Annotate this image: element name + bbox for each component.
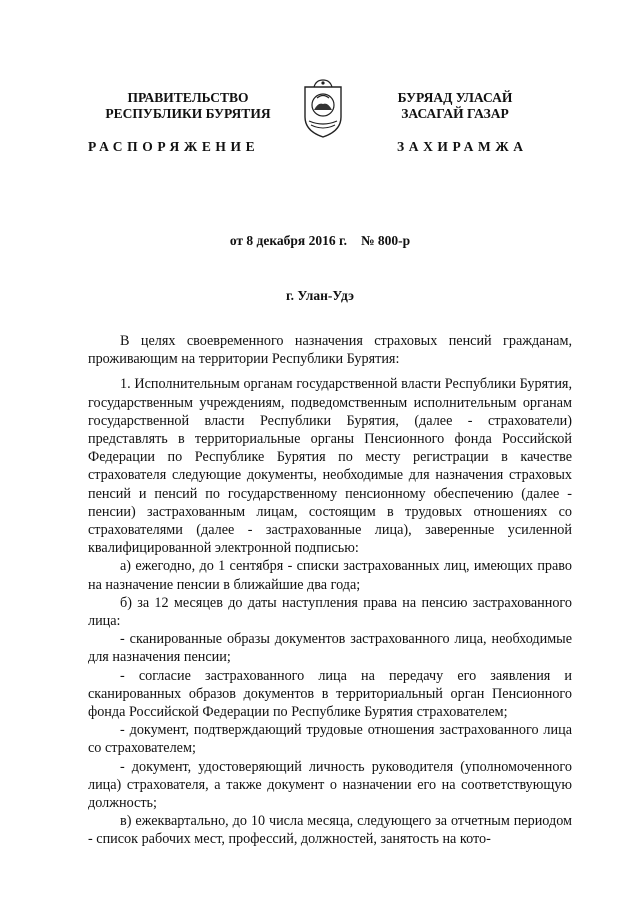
header-right-line1: БУРЯАД УЛАСАЙ [397, 90, 513, 105]
header-right-org [370, 90, 540, 122]
doc-type-right: ЗАХИРАМЖА [397, 139, 528, 154]
paragraph: 1. Исполнительным органам государственной власти Республики Бурятия, государственным учреждениям, подведомственным исполнительным органам государственной власти Республики Бурятия, (далее - страхователи) представлять в территориальные органы Пенсионного фонда Российской Федерации по Республике Бурятия по месту регистрации в качестве страхователя следующие документы, необходимые для назначения страховых пенсий и пенсий по государственному пенсионному обеспечению (далее - пенсии) застрахованным лицам, состоящим в трудовых отношениях со страхователями (далее - застрахованные лица), заверенные усиленной квалифицированной электронной подписью: [88, 376, 572, 557]
header-left-line1: ПРАВИТЕЛЬСТВО [127, 90, 249, 105]
paragraph: - документ, удостоверяющий личность руководителя (уполномоченного лица) страхователя, а также документ о назначении его на соответствующую должность; [88, 758, 572, 812]
header-left-line2: РЕСПУБЛИКИ БУРЯТИЯ [105, 106, 271, 121]
header-left-org [88, 90, 288, 122]
preamble-paragraph: В целях своевременного назначения страховых пенсий гражданам, проживающим на территории Республики Бурятия: [88, 333, 572, 368]
paragraph: б) за 12 месяцев до даты наступления права на пенсию застрахованного лица: [88, 594, 572, 630]
doc-type-left: РАСПОРЯЖЕНИЕ [88, 139, 260, 154]
paragraph: в) ежеквартально, до 10 числа месяца, следующего за отчетным периодом - список рабочих мест, профессий, должностей, занятость на кото- [88, 813, 572, 848]
document-body [88, 332, 572, 849]
document-number: № 800-р [360, 233, 411, 248]
paragraph: а) ежегодно, до 1 сентября - списки застрахованных лиц, имеющих право на назначение пенсии в ближайшие два года; [88, 558, 572, 593]
document-city: г. Улан-Удэ [286, 288, 354, 303]
paragraph: - сканированные образы документов застрахованного лица, необходимые для назначения пенсии; [88, 631, 572, 666]
paragraph: - документ, подтверждающий трудовые отношения застрахованного лица со страхователем; [88, 722, 572, 757]
paragraph: - согласие застрахованного лица на передачу его заявления и сканированных образов документов в территориальный орган Пенсионного фонда Российской Федерации по Республике Бурятия страхователем; [88, 667, 572, 721]
document-date: от 8 декабря 2016 г. [229, 233, 347, 248]
coat-of-arms-icon [300, 77, 346, 139]
header-right-line2: ЗАСАГАЙ ГАЗАР [401, 106, 509, 121]
date-number-line [0, 233, 640, 249]
